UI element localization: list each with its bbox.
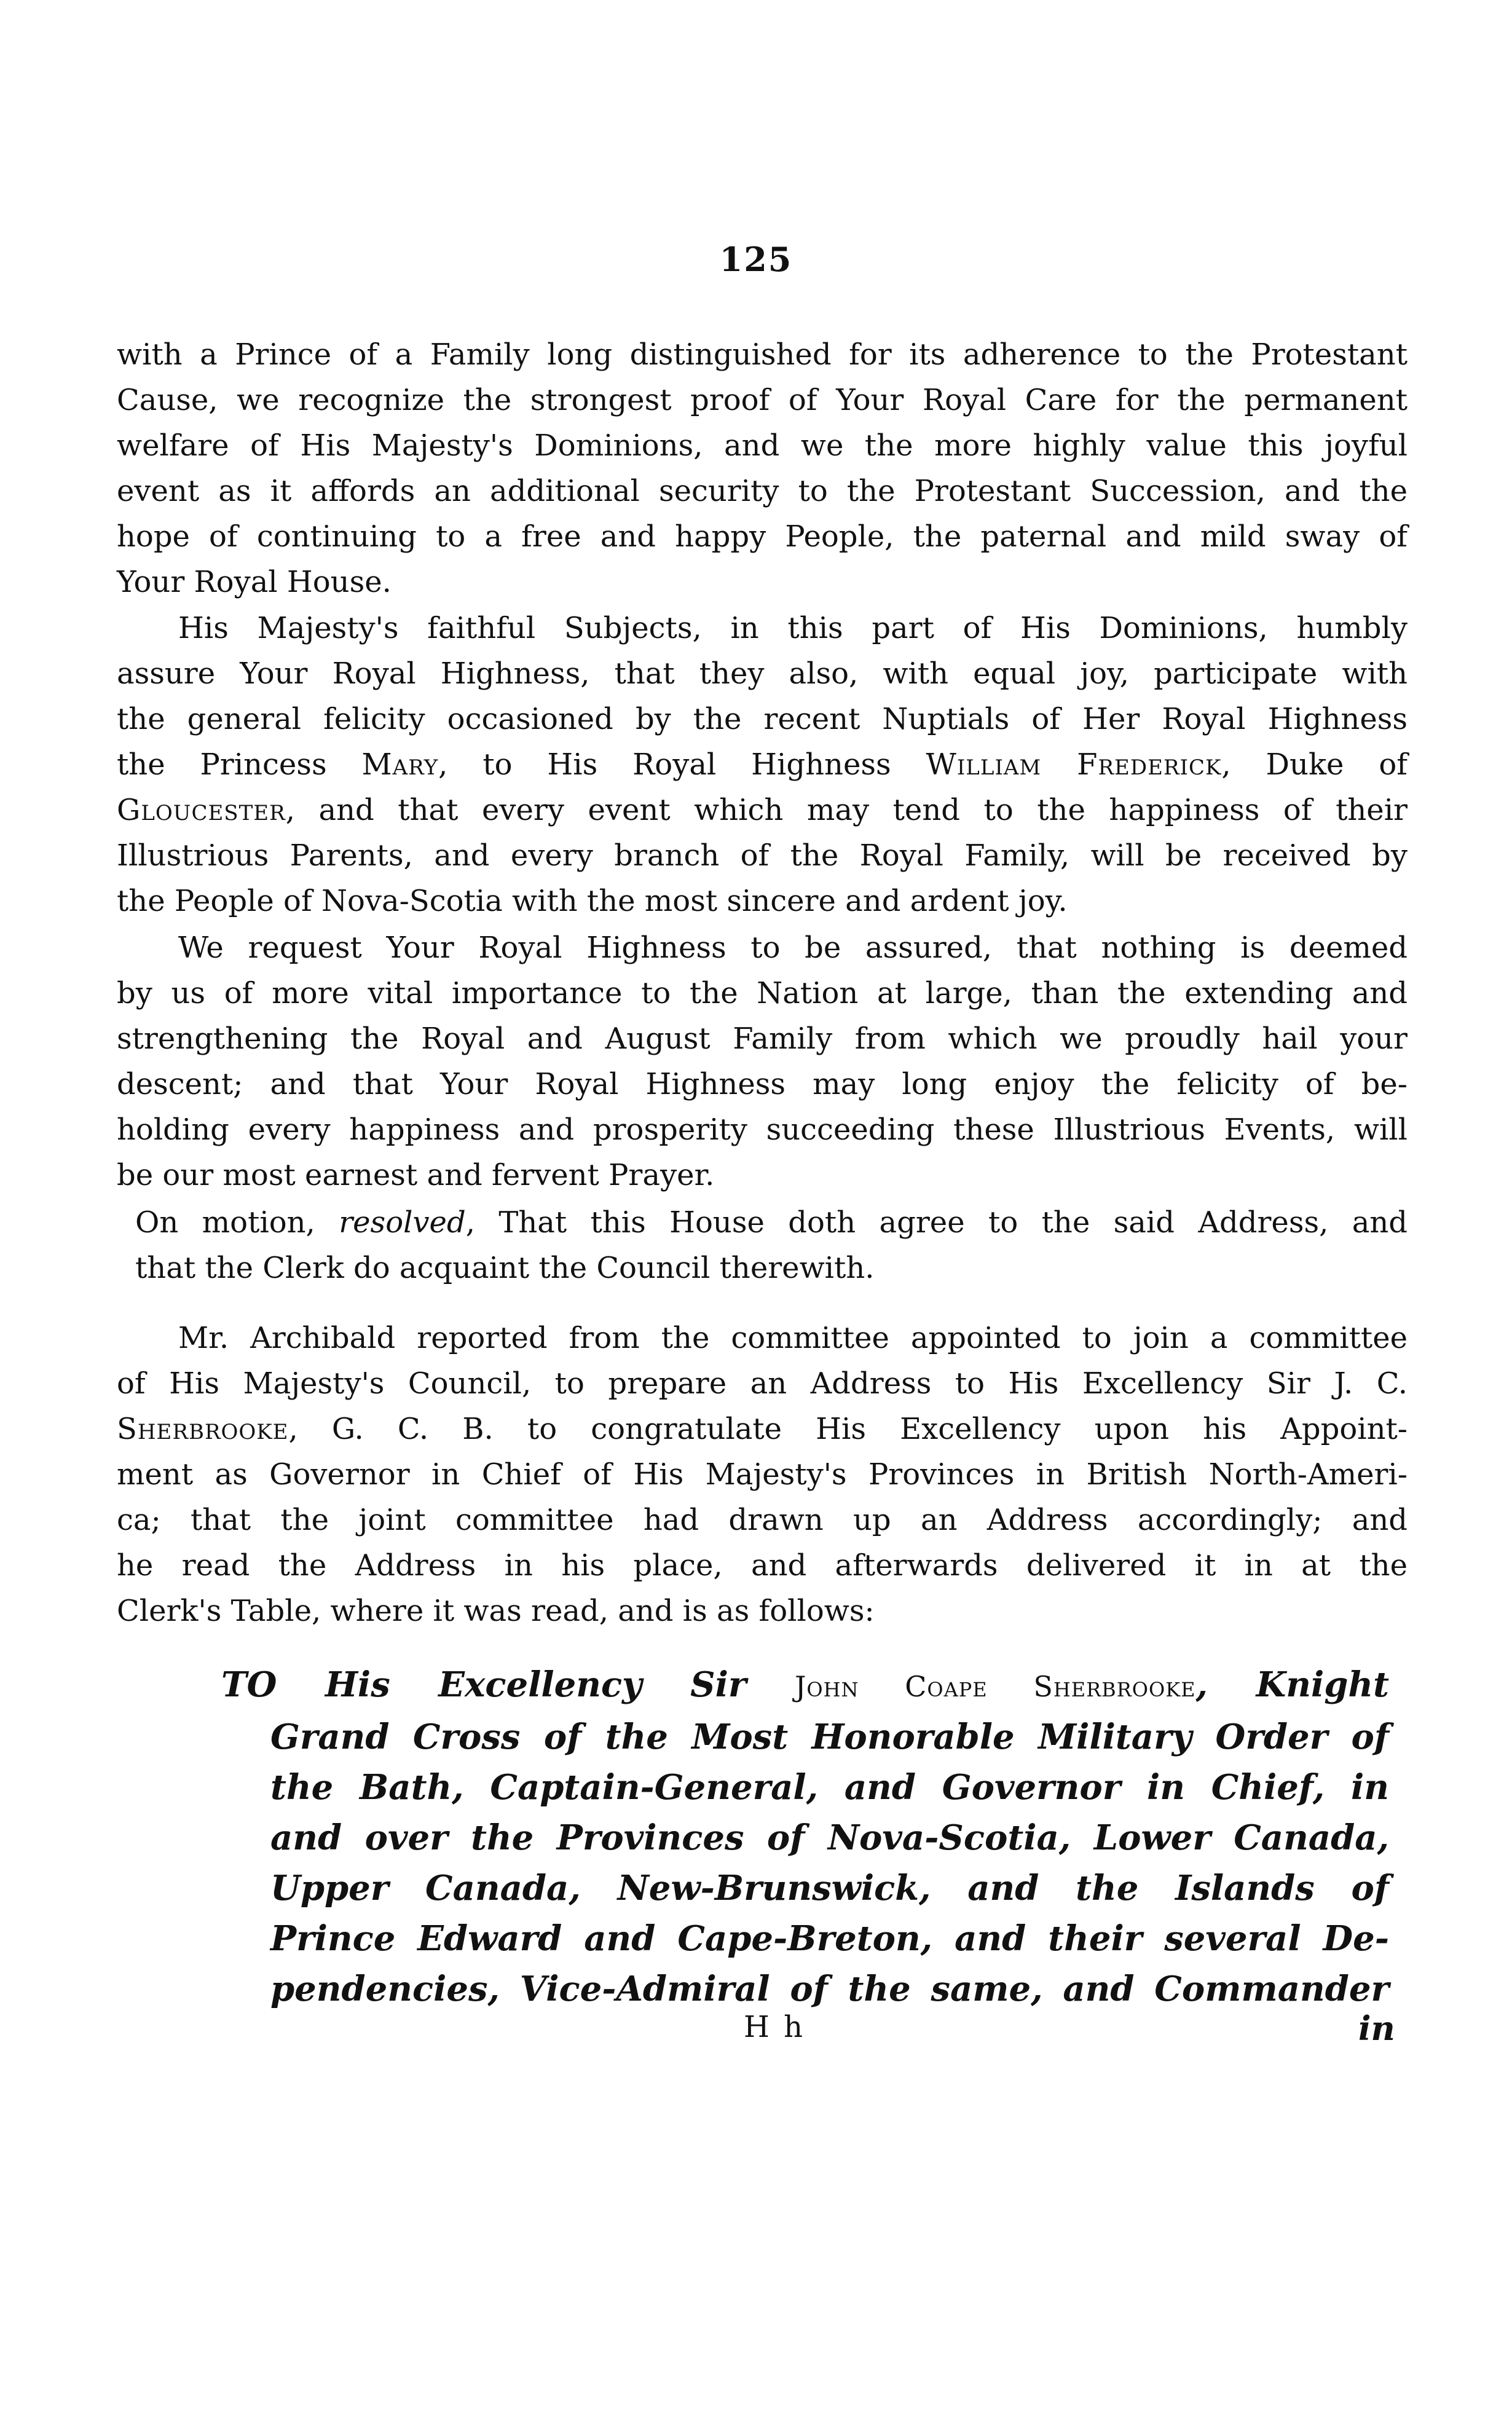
- report-paragraph: [117, 1315, 1408, 1634]
- text-line: strengthening the Royal and August Family from which we proudly hail your: [117, 1022, 1408, 1056]
- text-line: Illustrious Parents, and every branch of the Royal Family, will be received by: [117, 838, 1408, 873]
- text-line: of His Majesty's Council, to prepare an Address to His Excellency Sir J. C.: [117, 1366, 1408, 1401]
- text-line: [221, 1660, 1389, 1712]
- text-line: welfare of His Majesty's Dominions, and we the more highly value this joyful: [117, 428, 1408, 463]
- text-line: Prince Edward and Cape-Breton, and their several De-: [270, 1918, 1389, 1959]
- duchy-name: Gloucester: [117, 793, 286, 827]
- text-line: [117, 1200, 1408, 1245]
- text-line: assure Your Royal Highness, that they also, with equal joy, participate with: [117, 656, 1408, 691]
- text-line: the Bath, Captain-General, and Governor in Chief, in: [270, 1767, 1389, 1808]
- text-line: he read the Address in his place, and afterwards delivered it in at the: [117, 1548, 1408, 1583]
- catchword: in: [1358, 2009, 1395, 2048]
- governor-name: John Coape Sherbrooke: [794, 1670, 1196, 1703]
- text-line: the People of Nova-Scotia with the most sincere and ardent joy.: [117, 884, 1068, 918]
- address-heading: [221, 1660, 1389, 2014]
- text-run: , Knight: [1195, 1664, 1389, 1705]
- text-line: holding every happiness and prosperity succeeding these Illustrious Events, will: [117, 1112, 1408, 1147]
- text-line: descent; and that Your Royal Highness may long enjoy the felicity of be-: [117, 1067, 1408, 1101]
- text-line: ca; that the joint committee had drawn up an Address accordingly; and: [117, 1503, 1408, 1537]
- text-line: Upper Canada, New-Brunswick, and the Islands of: [270, 1868, 1389, 1908]
- text-line: Cause, we recognize the strongest proof of Your Royal Care for the permanent: [117, 383, 1408, 417]
- request-paragraph: [117, 925, 1408, 1198]
- text-line: [117, 1406, 1408, 1452]
- text-line: and over the Provinces of Nova-Scotia, Lower Canada,: [270, 1817, 1389, 1858]
- text-line: with a Prince of a Family long distinguished for its adherence to the Protestant: [117, 337, 1408, 372]
- text-line: Grand Cross of the Most Honorable Military Order of: [270, 1717, 1389, 1757]
- subjects-paragraph: [117, 605, 1408, 924]
- princess-name: Mary: [361, 747, 439, 782]
- text-line: ment as Governor in Chief of His Majesty's Provinces in British North-Ameri-: [117, 1457, 1408, 1492]
- text-line: hope of continuing to a free and happy People, the paternal and mild sway of: [117, 519, 1408, 554]
- text-run: TO His Excellency Sir: [221, 1664, 795, 1705]
- text-line: Mr. Archibald reported from the committee appointed to join a committee: [178, 1321, 1408, 1355]
- text-line: Your Royal House.: [117, 565, 392, 599]
- text-line: event as it affords an additional security to the Protestant Succession, and the: [117, 474, 1408, 508]
- text-run: , Duke of: [1221, 747, 1408, 782]
- text-run: , and that every event which may tend to the happiness of their: [285, 793, 1408, 827]
- page-number: 125: [719, 240, 793, 279]
- sherbrooke-name: Sherbrooke: [117, 1412, 289, 1446]
- text-line: pendencies, Vice-Admiral of the same, and Commander: [270, 1969, 1389, 2009]
- text-line: Clerk's Table, where it was read, and is as follows:: [117, 1594, 875, 1628]
- text-line: [117, 742, 1408, 787]
- continuation-paragraph: [117, 332, 1408, 605]
- text-line: His Majesty's faithful Subjects, in this part of His Dominions, humbly: [178, 611, 1408, 645]
- text-run: , to His Royal Highness: [438, 747, 926, 782]
- text-run: , G. C. B. to congratulate His Excellency upon his Appoint-: [288, 1412, 1408, 1446]
- text-line: We request Your Royal Highness to be assured, that nothing is deemed: [178, 931, 1408, 965]
- motion-paragraph: [117, 1200, 1408, 1291]
- text-line: the general felicity occasioned by the recent Nuptials of Her Royal Highness: [117, 702, 1408, 736]
- text-line: be our most earnest and fervent Prayer.: [117, 1158, 715, 1192]
- text-run: On motion,: [135, 1205, 339, 1240]
- text-run: , That this House doth agree to the said Address, and: [465, 1205, 1408, 1240]
- text-line: by us of more vital importance to the Nation at large, than the extending and: [117, 976, 1408, 1010]
- text-run: the Princess: [117, 747, 362, 782]
- signature-mark: H h: [744, 2010, 806, 2044]
- text-line: [117, 787, 1408, 833]
- resolved-label: resolved: [339, 1205, 466, 1240]
- text-line: that the Clerk do acquaint the Council therewith.: [135, 1251, 875, 1285]
- duke-name: William Frederick: [926, 747, 1222, 782]
